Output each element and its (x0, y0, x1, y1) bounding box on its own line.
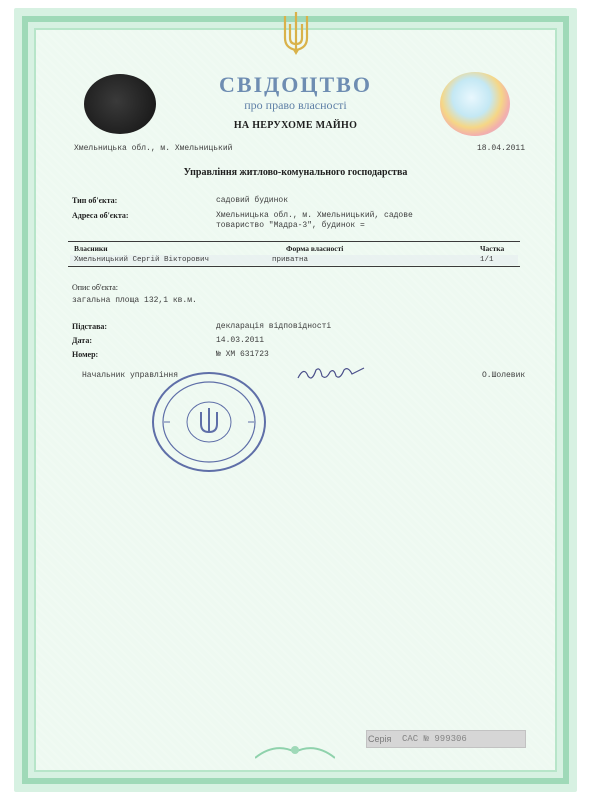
certificate-background (34, 28, 557, 772)
serial-number: САС № 999306 (402, 734, 467, 744)
issue-place: Хмельницька обл., м. Хмельницький (74, 144, 233, 153)
object-address-line-2: товариство "Мадра-3", будинок = (216, 221, 365, 230)
object-description-label: Опис об'єкта: (72, 283, 118, 292)
ownership-share-cell: 1/1 (480, 256, 494, 264)
official-stamp-icon (150, 370, 268, 474)
basis-date-label: Дата: (72, 336, 92, 345)
object-description-value: загальна площа 132,1 кв.м. (72, 296, 197, 305)
signer-position: Начальник управління (82, 371, 179, 380)
basis-value: декларація відповідності (216, 322, 332, 331)
certificate-title: СВІДОЦТВО (219, 72, 372, 97)
certificate-subtitle: про право власності (244, 98, 347, 112)
issuing-authority: Управління житлово-комунального господарства (183, 167, 408, 178)
issue-date: 18.04.2011 (476, 144, 525, 153)
trident-emblem-icon (281, 10, 311, 56)
object-address-value (216, 211, 476, 231)
object-type-label: Тип об'єкта: (72, 196, 118, 205)
basis-number-label: Номер: (72, 350, 99, 359)
handwritten-signature-icon (296, 364, 366, 382)
certificate-object-heading: НА НЕРУХОМЕ МАЙНО (233, 120, 358, 131)
serial-label: Серія (368, 734, 392, 744)
signer-name: О.Шолевик (482, 371, 526, 380)
footer-ornament-icon (255, 740, 335, 760)
object-type-value: садовий будинок (216, 196, 289, 205)
basis-label: Підстава: (72, 322, 108, 331)
owners-header-owner: Власники (74, 244, 108, 253)
object-address-line-1: Хмельницька обл., м. Хмельницький, садове (216, 211, 413, 220)
ownership-form-cell: приватна (272, 256, 309, 264)
owners-header-form: Форма власності (286, 244, 344, 253)
object-address-label: Адреса об'єкта: (72, 211, 129, 220)
owner-name-cell: Хмельницький Сергій Вікторович (74, 256, 210, 264)
owners-header-share: Частка (480, 244, 505, 253)
basis-date-value: 14.03.2011 (216, 336, 265, 345)
basis-number-value: № ХМ 631723 (216, 350, 269, 359)
